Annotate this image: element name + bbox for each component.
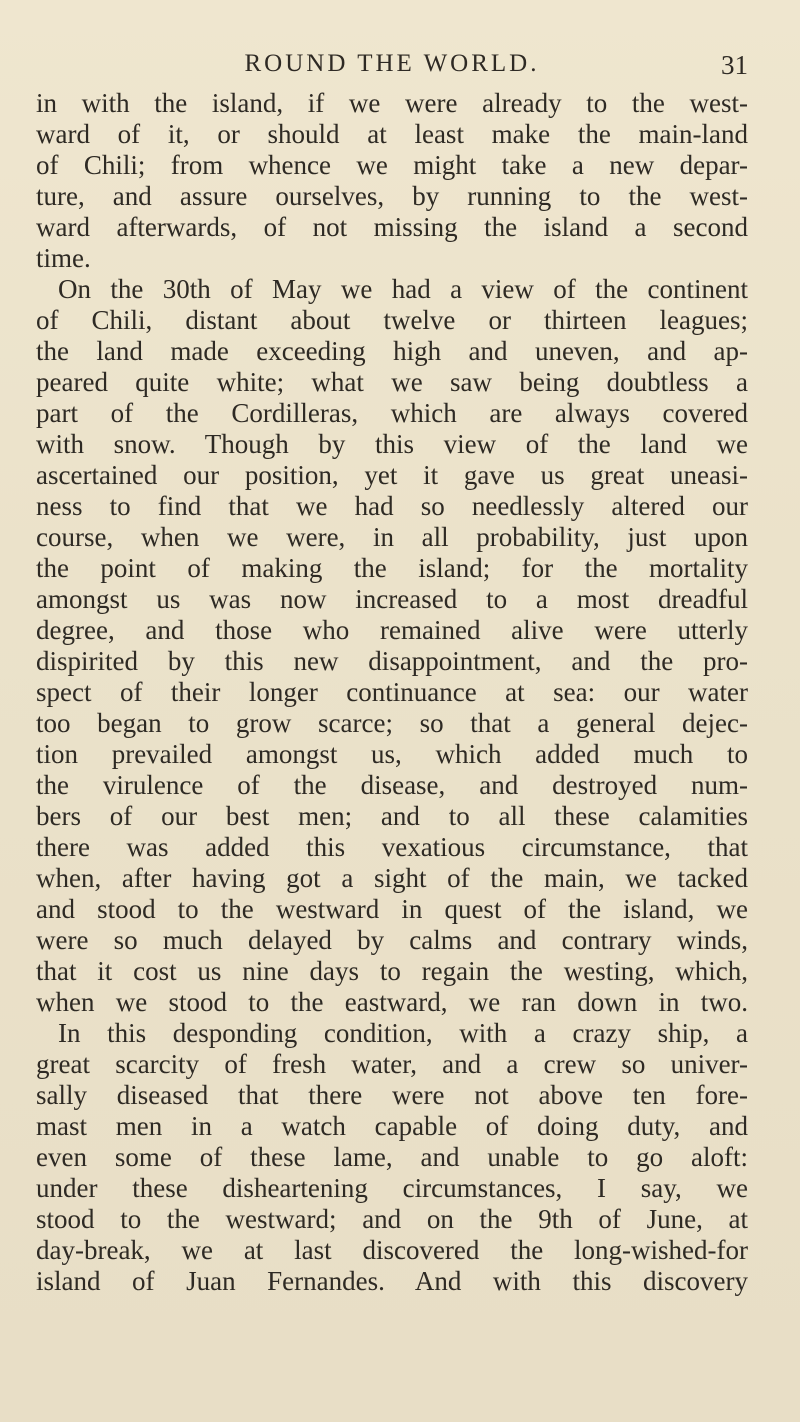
text-line: of Chili; from whence we might take a new depar-: [36, 150, 748, 180]
text-line: island of Juan Fernandes. And with this discovery: [36, 1266, 748, 1296]
text-line: were so much delayed by calms and contrary winds,: [36, 925, 748, 955]
text-line: the point of making the island; for the mortality: [36, 553, 748, 583]
text-line: ascertained our position, yet it gave us great uneasi-: [36, 460, 748, 490]
text-line: part of the Cordilleras, which are always covered: [36, 398, 748, 428]
text-line: great scarcity of fresh water, and a crew so univer-: [36, 1049, 748, 1079]
text-line: amongst us was now increased to a most dreadful: [36, 584, 748, 614]
running-head: [36, 50, 748, 90]
text-line: ture, and assure ourselves, by running to the west-: [36, 181, 748, 211]
text-line: dispirited by this new disappointment, and the pro-: [36, 646, 748, 676]
text-line: under these disheartening circumstances, I say, we: [36, 1173, 748, 1203]
text-line: In this desponding condition, with a crazy ship, a: [58, 1018, 748, 1048]
text-line: time.: [36, 243, 91, 273]
text-line: there was added this vexatious circumstance, that: [36, 832, 748, 862]
text-line: course, when we were, in all probability, just upon: [36, 522, 748, 552]
text-line: too began to grow scarce; so that a general dejec-: [36, 708, 748, 738]
text-line: when we stood to the eastward, we ran down in two.: [36, 987, 748, 1017]
text-line: stood to the westward; and on the 9th of June, at: [36, 1204, 748, 1234]
page-number: 31: [721, 50, 748, 80]
text-line: spect of their longer continuance at sea: our water: [36, 677, 748, 707]
text-line: degree, and those who remained alive were utterly: [36, 615, 748, 645]
text-line: ness to find that we had so needlessly altered our: [36, 491, 748, 521]
text-line: ward afterwards, of not missing the island a second: [36, 212, 748, 242]
text-line: with snow. Though by this view of the land we: [36, 429, 748, 459]
text-line: ward of it, or should at least make the main-land: [36, 119, 748, 149]
text-line: the land made exceeding high and uneven, and ap-: [36, 336, 748, 366]
text-line: even some of these lame, and unable to go aloft:: [36, 1142, 748, 1172]
text-line: that it cost us nine days to regain the westing, which,: [36, 956, 748, 986]
running-title: ROUND THE WORLD.: [244, 50, 540, 77]
text-line: mast men in a watch capable of doing duty, and: [36, 1111, 748, 1141]
body-text: [36, 88, 748, 1297]
text-line: and stood to the westward in quest of the island, we: [36, 894, 748, 924]
text-line: sally diseased that there were not above ten fore-: [36, 1080, 748, 1110]
text-line: bers of our best men; and to all these calamities: [36, 801, 748, 831]
text-line: On the 30th of May we had a view of the continent: [58, 274, 748, 304]
text-line: the virulence of the disease, and destroyed num-: [36, 770, 748, 800]
text-line: day-break, we at last discovered the long-wished-for: [36, 1235, 748, 1265]
text-line: of Chili, distant about twelve or thirteen leagues;: [36, 305, 748, 335]
text-line: tion prevailed amongst us, which added much to: [36, 739, 748, 769]
text-line: in with the island, if we were already to the west-: [36, 88, 748, 118]
text-line: peared quite white; what we saw being doubtless a: [36, 367, 748, 397]
text-line: when, after having got a sight of the main, we tacked: [36, 863, 748, 893]
